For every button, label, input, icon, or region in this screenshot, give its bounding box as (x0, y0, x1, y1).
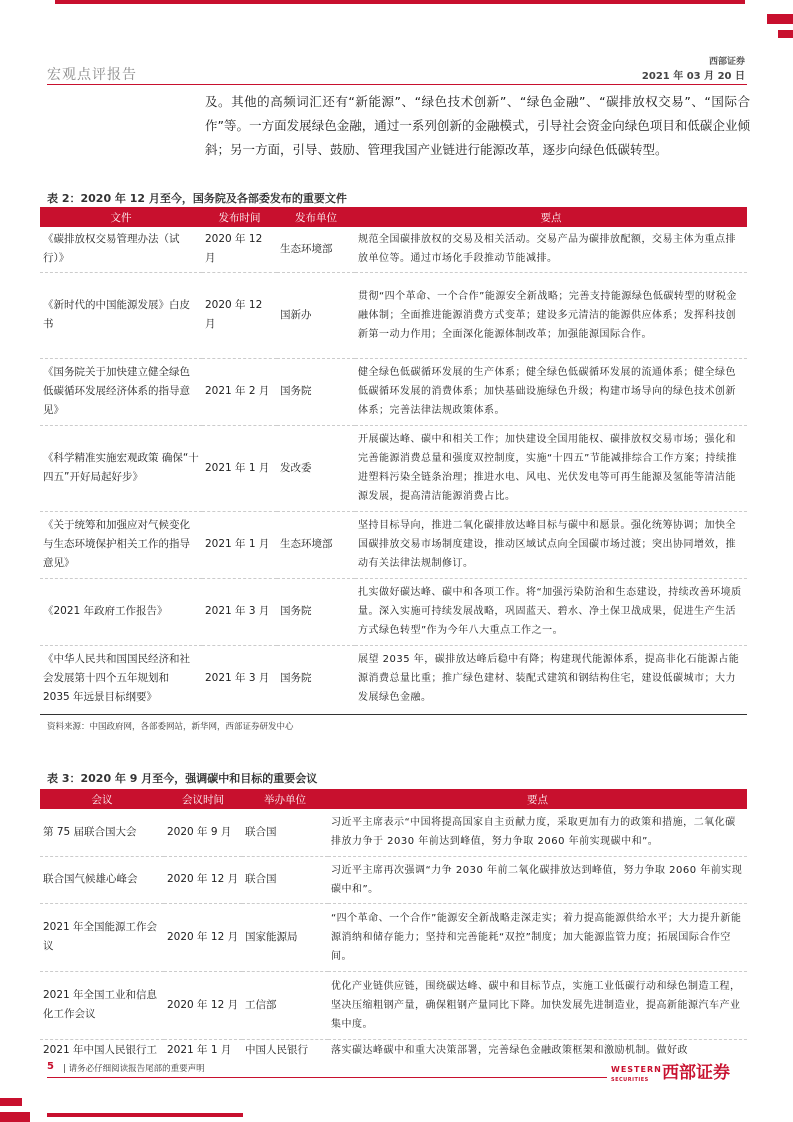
doc-date: 2021 年 1 月 (202, 511, 277, 578)
footer-logo (611, 1065, 662, 1083)
doc-date: 2021 年 3 月 (205, 672, 270, 685)
meeting-key-points: 习近平主席表示“中国将提高国家自主贡献力度，采取更加有力的政策和措施，二氧化碳排放力争于 2030 年前达到峰值，努力争取 2060 年前实现碳中和”。 (328, 809, 747, 856)
footer-disclaimer: | 请务必仔细阅读报告尾部的重要声明 (63, 1064, 205, 1074)
meeting-date: 2020 年 9 月 (164, 809, 242, 856)
doc-key-points: 贯彻“四个革命、一个合作”能源安全新战略；完善支持能源绿色低碳转型的财税金融体制；全面推进能源消费方式变革；建设多元清洁的能源供应体系；发挥科技创新第一动力作用；全面深化能源体制改革；加强能源国际合作。 (355, 272, 747, 358)
logo-text-sub: SECURITIES (611, 1077, 649, 1083)
header-brand: 西部证券 (708, 57, 745, 67)
logo-text-cn: 西部证券 (662, 1063, 730, 1083)
meeting-name: 第 75 届联合国大会 (40, 809, 164, 856)
intro-paragraph: 及。其他的高频词汇还有“新能源”、“绿色技术创新”、“绿色金融”、“碳排放权交易”、“国际合作”等。一方面发展绿色金融，通过一系列创新的金融模式，引导社会资金向绿色项目和低碳企业倾斜；另一方面，引导、鼓励、管理我国产业链进行能源改革，逐步向绿色低碳转型。 (205, 94, 750, 157)
table-row (40, 856, 747, 903)
doc-issuer: 生态环境部 (277, 511, 355, 578)
top-accent-bar (55, 0, 745, 4)
meeting-name: 2021 年全国能源工作会议 (40, 903, 164, 971)
table2-bottom-rule (40, 714, 747, 715)
source-note: 资料来源：中国政府网，各部委网站，新华网，西部证券研发中心 (47, 722, 294, 732)
report-type: 宏观点评报告 (47, 67, 137, 83)
doc-issuer: 国务院 (280, 672, 312, 685)
table-row (40, 578, 747, 645)
doc-name: 《新时代的中国能源发展》白皮书 (40, 272, 202, 358)
table2-header-cell: 发布时间 (202, 207, 277, 227)
table-row (40, 903, 747, 971)
meeting-name: 联合国气候雄心峰会 (40, 856, 164, 903)
meeting-date: 2020 年 12 月 (164, 971, 242, 1039)
meeting-name: 2021 年全国工业和信息化工作会议 (40, 971, 164, 1039)
bottom-accent-bar (47, 1113, 243, 1117)
doc-key-points: 健全绿色低碳循环发展的生产体系；健全绿色低碳循环发展的流通体系；健全绿色低碳循环发展的消费体系；加快基础设施绿色升级；构建市场导向的绿色技术创新体系；完善法律法规政策体系。 (355, 358, 747, 425)
meeting-host: 中国人民银行 (245, 1043, 308, 1056)
meeting-host: 工信部 (242, 971, 328, 1039)
table3-header-cell: 要点 (328, 789, 747, 809)
meeting-name: 2021 年中国人民银行工 (43, 1043, 158, 1056)
logo-text-en: WESTERN (611, 1065, 662, 1074)
header-divider (47, 84, 747, 85)
meeting-key-points: 优化产业链供应链，围绕碳达峰、碳中和目标节点，实施工业低碳行动和绿色制造工程，坚决压缩粗钢产量，确保粗钢产量同比下降。加快发展先进制造业，提高新能源汽车产业集中度。 (328, 971, 747, 1039)
doc-key-points: 展望 2035 年，碳排放达峰后稳中有降；构建现代能源体系，提高非化石能源占能源消费总量比重；推广绿色建材、装配式建筑和钢结构住宅，建设低碳城市；大力发展绿色金融。 (358, 654, 740, 704)
table-row (40, 511, 747, 578)
corner-accent (767, 14, 793, 24)
meeting-key-points: “四个革命、一个合作”能源安全新战略走深走实；着力提高能源供给水平；大力提升新能源消纳和储存能力；坚持和完善能耗“双控”制度；加大能源监管力度；拓展国际合作空间。 (328, 903, 747, 971)
table-row (40, 227, 747, 272)
doc-name: 《国务院关于加快建立健全绿色低碳循环发展经济体系的指导意见》 (40, 358, 202, 425)
table-row (40, 1039, 747, 1061)
doc-key-points: 开展碳达峰、碳中和相关工作；加快建设全国用能权、碳排放权交易市场；强化和完善能源消费总量和强度双控制度，实施“十四五”节能减排综合工作方案；持续推进塑料污染全链条治理；推进水电、风电、光伏发电等可再生能源及氢能等清洁能源发展，提高清洁能源消费占比。 (355, 425, 747, 511)
page-number: 5 (47, 1061, 54, 1072)
meeting-date: 2020 年 12 月 (164, 903, 242, 971)
corner-accent (0, 1112, 30, 1122)
table3-caption: 表 3：2020 年 9 月至今，强调碳中和目标的重要会议 (47, 772, 318, 785)
doc-name: 《碳排放权交易管理办法（试行）》 (40, 227, 202, 272)
table-row (40, 971, 747, 1039)
table2-header-row (40, 207, 747, 227)
table2-header-cell: 发布单位 (277, 207, 355, 227)
doc-date: 2020 年 12 月 (202, 272, 277, 358)
corner-accent (0, 1098, 22, 1106)
table3-header-cell: 举办单位 (242, 789, 328, 809)
corner-accent (778, 30, 793, 38)
table-row (40, 272, 747, 358)
doc-date: 2021 年 2 月 (202, 358, 277, 425)
doc-key-points: 坚持目标导向，推进二氧化碳排放达峰目标与碳中和愿景。强化统筹协调；加快全国碳排放交易市场制度建设，推动区域试点向全国碳市场过渡；突出协同增效，推动有关法律法规制修订。 (355, 511, 747, 578)
meeting-date: 2021 年 1 月 (167, 1043, 232, 1056)
doc-key-points: 扎实做好碳达峰、碳中和各项工作。将“加强污染防治和生态建设，持续改善环境质量。深入实施可持续发展战略，巩固蓝天、碧水、净土保卫战成果，促进生产生活方式绿色转型”作为今年八大重点工作之一。 (355, 578, 747, 645)
meeting-host: 联合国 (242, 856, 328, 903)
table3-header-cell: 会议 (40, 789, 164, 809)
meeting-host: 联合国 (242, 809, 328, 856)
doc-issuer: 国新办 (277, 272, 355, 358)
doc-issuer: 国务院 (277, 358, 355, 425)
doc-name: 《中华人民共和国国民经济和社会发展第十四个五年规划和 2035 年远景目标纲要》 (43, 653, 190, 704)
doc-issuer: 生态环境部 (277, 227, 355, 272)
meeting-key-points: 习近平主席再次强调“力争 2030 年前二氧化碳排放达到峰值，努力争取 2060 年前实现碳中和”。 (328, 856, 747, 903)
meeting-date: 2020 年 12 月 (164, 856, 242, 903)
doc-date: 2020 年 12 月 (202, 227, 277, 272)
doc-date: 2021 年 1 月 (202, 425, 277, 511)
meeting-key-points: 落实碳达峰碳中和重大决策部署，完善绿色金融政策框架和激励机制。做好政 (331, 1044, 688, 1056)
doc-key-points: 规范全国碳排放权的交易及相关活动。交易产品为碳排放配额，交易主体为重点排放单位等。通过市场化手段推动节能减排。 (355, 227, 747, 272)
report-date: 2021 年 03 月 20 日 (641, 71, 745, 82)
table-row (40, 358, 747, 425)
table2-caption: 表 2：2020 年 12 月至今，国务院及各部委发布的重要文件 (47, 192, 347, 205)
doc-name: 《科学精准实施宏观政策 确保“十四五”开好局起好步》 (40, 425, 202, 511)
table3 (40, 789, 747, 1061)
footer-divider (47, 1077, 607, 1078)
doc-name: 《2021 年政府工作报告》 (40, 578, 202, 645)
doc-issuer: 国务院 (277, 578, 355, 645)
table-row (40, 809, 747, 856)
doc-name: 《关于统筹和加强应对气候变化与生态环境保护相关工作的指导意见》 (40, 511, 202, 578)
table-row (40, 645, 747, 712)
table2 (40, 207, 747, 712)
doc-issuer: 发改委 (277, 425, 355, 511)
table3-header-cell: 会议时间 (164, 789, 242, 809)
table2-header-cell: 要点 (355, 207, 747, 227)
table-row (40, 425, 747, 511)
table2-header-cell: 文件 (40, 207, 202, 227)
table3-header-row (40, 789, 747, 809)
meeting-host: 国家能源局 (242, 903, 328, 971)
doc-date: 2021 年 3 月 (202, 578, 277, 645)
